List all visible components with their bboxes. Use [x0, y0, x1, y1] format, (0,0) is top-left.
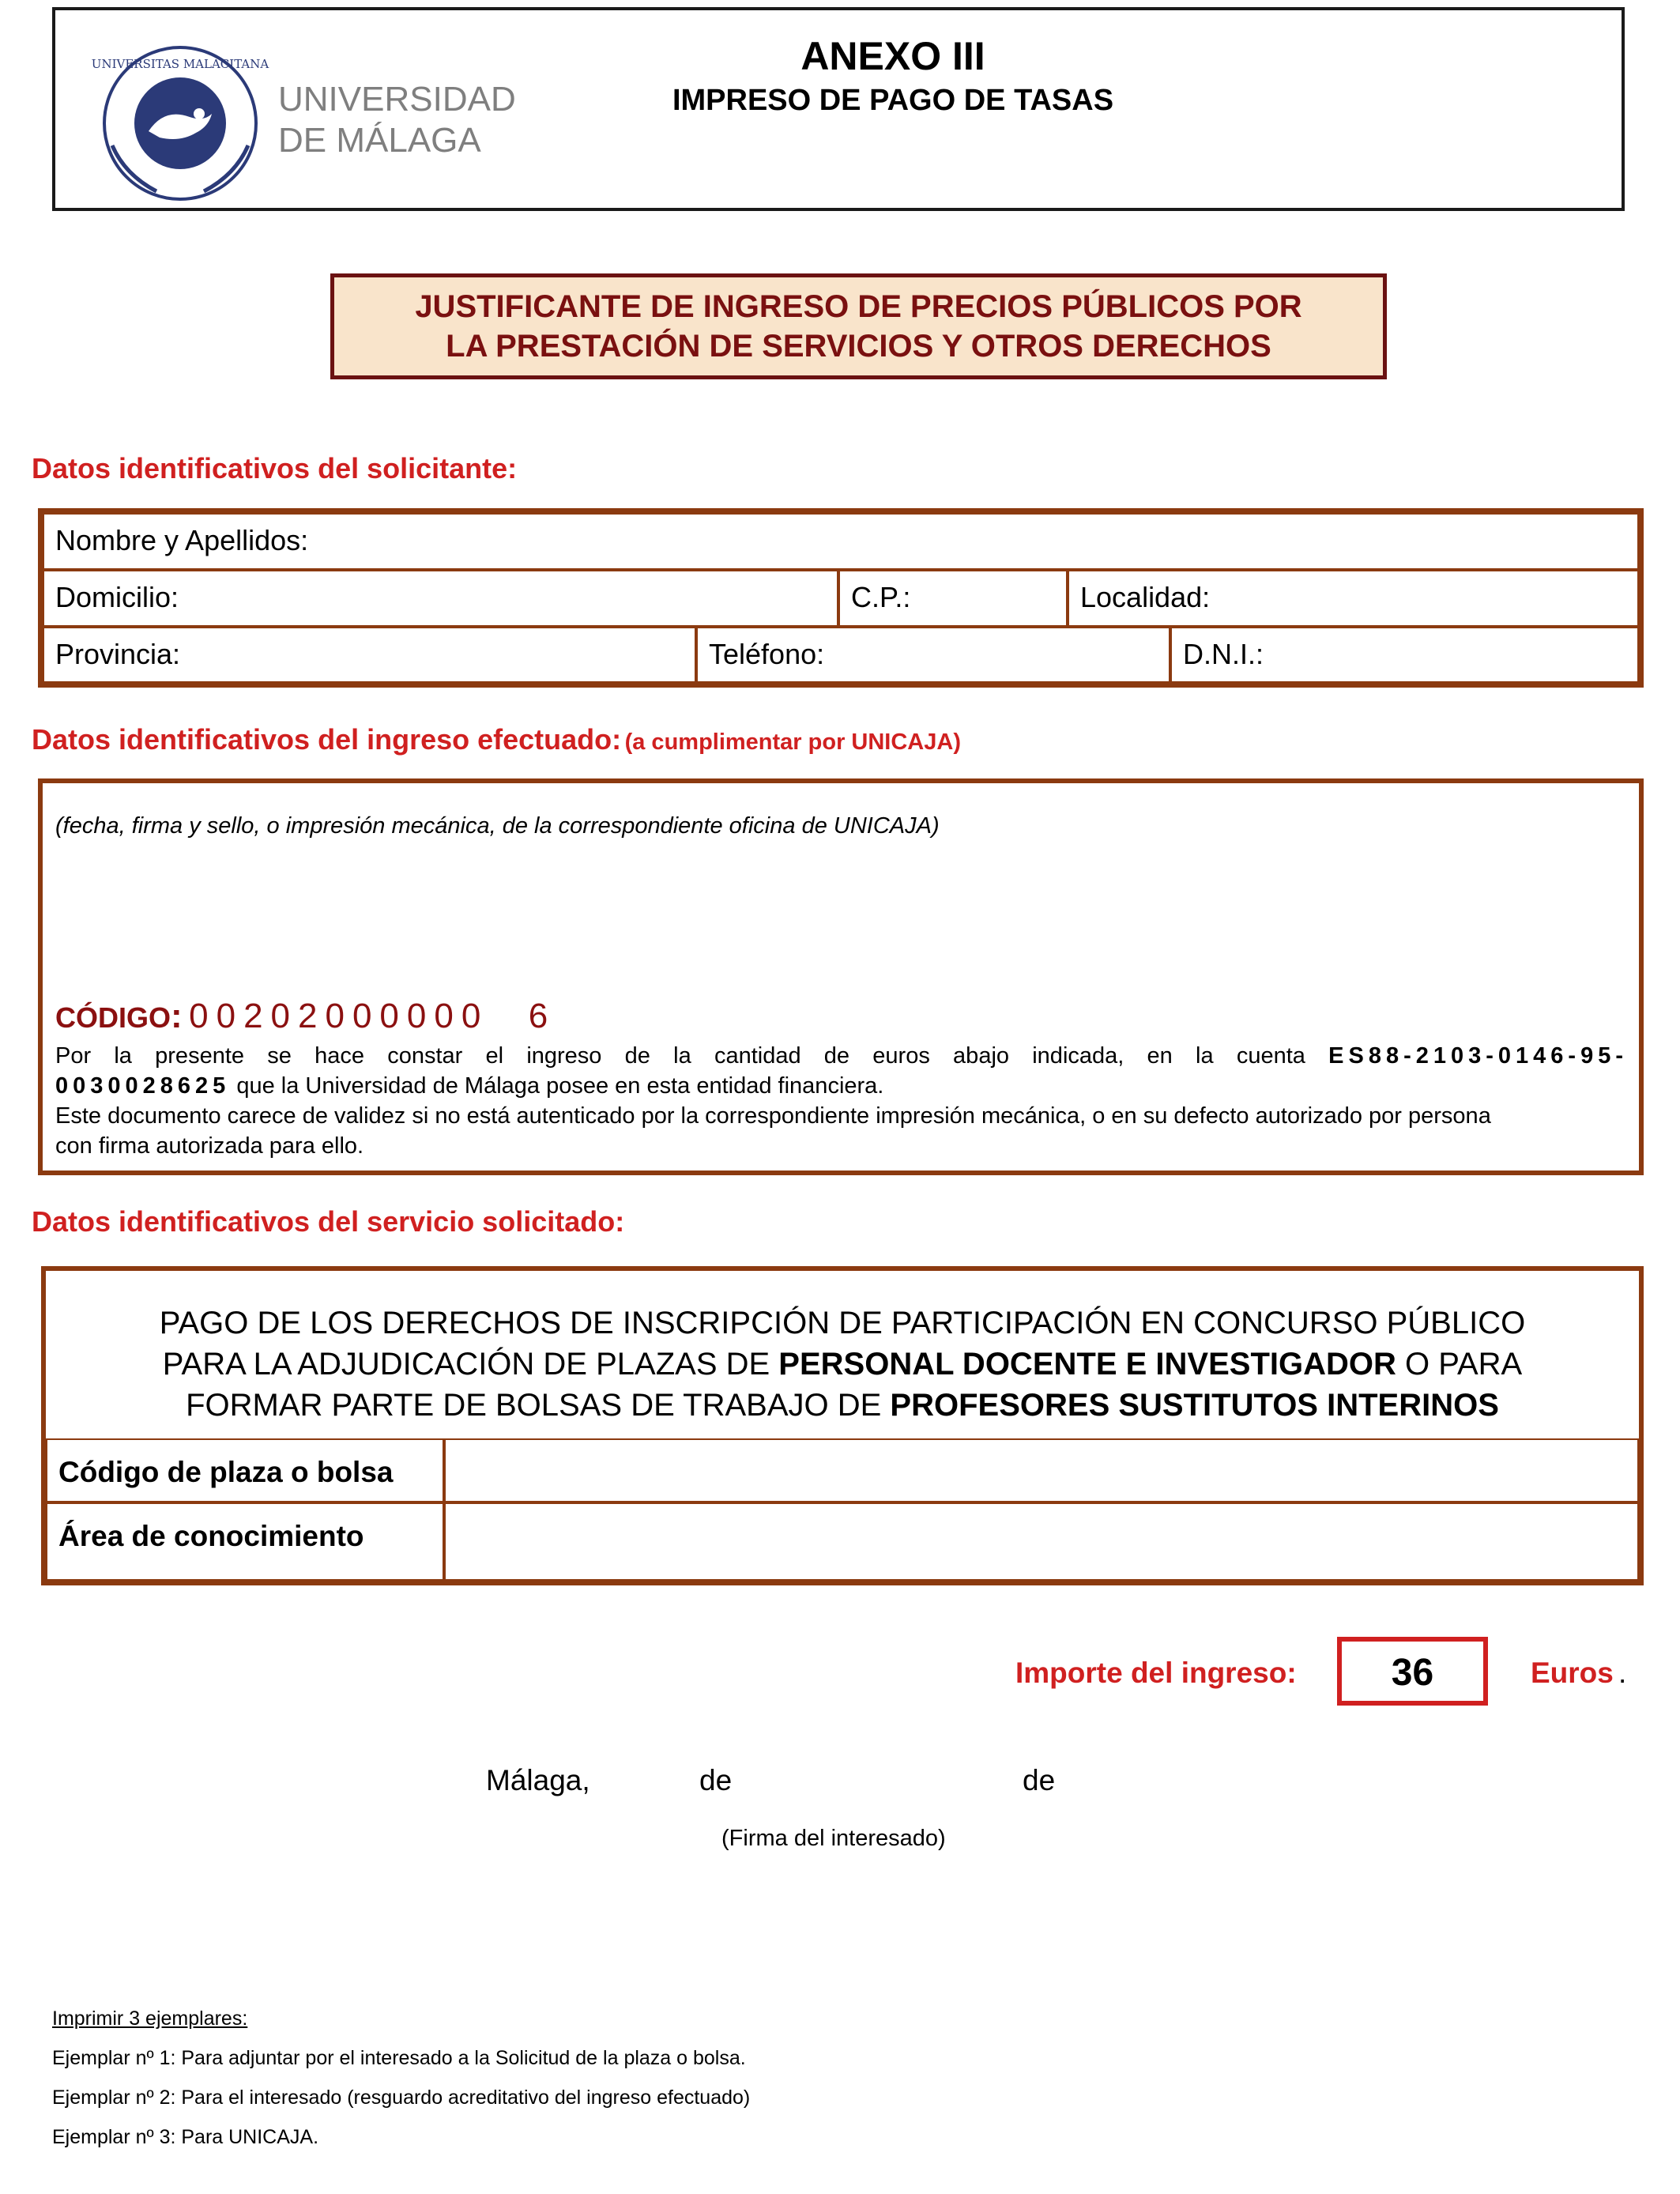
- amount-field[interactable]: 36: [1337, 1637, 1488, 1706]
- signature-note: (Firma del interesado): [721, 1826, 946, 1851]
- validity-line1: Este documento carece de validez si no está autenticado por la correspondiente impresión mecánica, o en su defecto autorizado por persona: [55, 1103, 1491, 1129]
- code-label: CÓDIGO: [55, 1001, 171, 1034]
- address-field[interactable]: [43, 570, 838, 627]
- name-label: Nombre y Apellidos:: [55, 524, 309, 556]
- service-line3-a: FORMAR PARTE DE BOLSAS DE TRABAJO DE: [186, 1388, 891, 1423]
- university-seal-logo: [91, 44, 269, 202]
- document-title-box: [330, 273, 1387, 379]
- deposit-section-note: (a cumplimentar por UNICAJA): [624, 729, 961, 755]
- dni-field[interactable]: [1170, 627, 1639, 683]
- deposit-text-line2: [55, 1071, 1628, 1101]
- name-field[interactable]: [43, 513, 1639, 570]
- province-field[interactable]: [43, 627, 696, 683]
- stamp-note: (fecha, firma y sello, o impresión mecánica, de la correspondiente oficina de UNICAJA): [55, 813, 940, 839]
- postal-code-label: C.P.:: [851, 581, 911, 613]
- locality-label: Localidad:: [1080, 581, 1211, 613]
- service-description: [46, 1302, 1639, 1426]
- service-line1: PAGO DE LOS DERECHOS DE INSCRIPCIÓN DE PARTICIPACIÓN EN CONCURSO PÚBLICO: [159, 1306, 1526, 1340]
- document-title-line2: LA PRESTACIÓN DE SERVICIOS Y OTROS DERECHOS: [446, 329, 1271, 364]
- address-label: Domicilio:: [55, 581, 179, 613]
- service-line3-bold: PROFESORES SUSTITUTOS INTERINOS: [890, 1388, 1499, 1423]
- footer-copy3: Ejemplar nº 3: Para UNICAJA.: [52, 2126, 319, 2148]
- code-colon: :: [171, 997, 183, 1035]
- deposit-text-part2: que la Universidad de Málaga posee en esta entidad financiera.: [236, 1073, 884, 1099]
- service-box: [41, 1266, 1644, 1585]
- amount-unit: Euros: [1531, 1657, 1614, 1689]
- service-line2: [46, 1344, 1639, 1385]
- university-name: [278, 79, 516, 161]
- footer-copy1: Ejemplar nº 1: Para adjuntar por el interesado a la Solicitud de la plaza o bolsa.: [52, 2047, 746, 2069]
- position-code-field[interactable]: [444, 1438, 1639, 1502]
- amount-dot: .: [1618, 1657, 1627, 1689]
- code-check-digit: 6: [528, 997, 556, 1035]
- annex-subtitle: IMPRESO DE PAGO DE TASAS: [672, 84, 1114, 117]
- annex-title: ANEXO III: [800, 34, 985, 78]
- signature-city: Málaga,: [486, 1764, 590, 1796]
- payment-code: [55, 997, 556, 1036]
- deposit-section-heading: [32, 723, 961, 756]
- account-number-part2: 0030028625: [55, 1073, 231, 1099]
- knowledge-area-field[interactable]: [444, 1502, 1639, 1581]
- university-name-line1: UNIVERSIDAD: [278, 80, 516, 119]
- deposit-section-title: Datos identificativos del ingreso efectuado:: [32, 723, 622, 756]
- service-line2-b: O PARA: [1396, 1347, 1523, 1382]
- locality-field[interactable]: [1068, 570, 1639, 627]
- knowledge-area-label: Área de conocimiento: [58, 1520, 364, 1552]
- position-code-label: Código de plaza o bolsa: [58, 1456, 394, 1488]
- dni-label: D.N.I.:: [1183, 638, 1264, 670]
- account-number-part1: ES88-2103-0146-95-: [1328, 1043, 1628, 1069]
- position-code-label-cell: [46, 1438, 444, 1502]
- knowledge-area-label-cell: [46, 1502, 444, 1581]
- document-title-line1: JUSTIFICANTE DE INGRESO DE PRECIOS PÚBLICOS POR: [415, 289, 1302, 324]
- validity-line2: con firma autorizada para ello.: [55, 1133, 364, 1159]
- service-line2-bold: PERSONAL DOCENTE E INVESTIGADOR: [778, 1347, 1396, 1382]
- footer-copy2: Ejemplar nº 2: Para el interesado (resguardo acreditativo del ingreso efectuado): [52, 2087, 751, 2109]
- applicant-section-title: Datos identificativos del solicitante:: [32, 452, 518, 484]
- signature-de-1: de: [699, 1764, 733, 1796]
- deposit-text-line1: [55, 1041, 1628, 1071]
- signature-de-2: de: [1023, 1764, 1056, 1796]
- deposit-text-part1: Por la presente se hace constar el ingreso de la cantidad de euros abajo indicada, en la cuenta: [55, 1043, 1305, 1069]
- postal-code-field[interactable]: [838, 570, 1068, 627]
- seal-text: UNIVERSITAS MALACITANA: [91, 57, 269, 71]
- phone-field[interactable]: [696, 627, 1170, 683]
- university-name-line2: DE MÁLAGA: [278, 121, 481, 160]
- phone-label: Teléfono:: [709, 638, 825, 670]
- applicant-table: [38, 508, 1644, 688]
- amount-label: Importe del ingreso:: [1015, 1657, 1297, 1689]
- service-line2-a: PARA LA ADJUDICACIÓN DE PLAZAS DE: [162, 1347, 779, 1382]
- service-line3: [46, 1385, 1639, 1426]
- service-section-title: Datos identificativos del servicio solicitado:: [32, 1205, 625, 1238]
- code-value: 00202000000: [189, 997, 489, 1035]
- province-label: Provincia:: [55, 638, 181, 670]
- footer-heading: Imprimir 3 ejemplares:: [52, 2007, 248, 2030]
- deposit-box: [38, 778, 1644, 1175]
